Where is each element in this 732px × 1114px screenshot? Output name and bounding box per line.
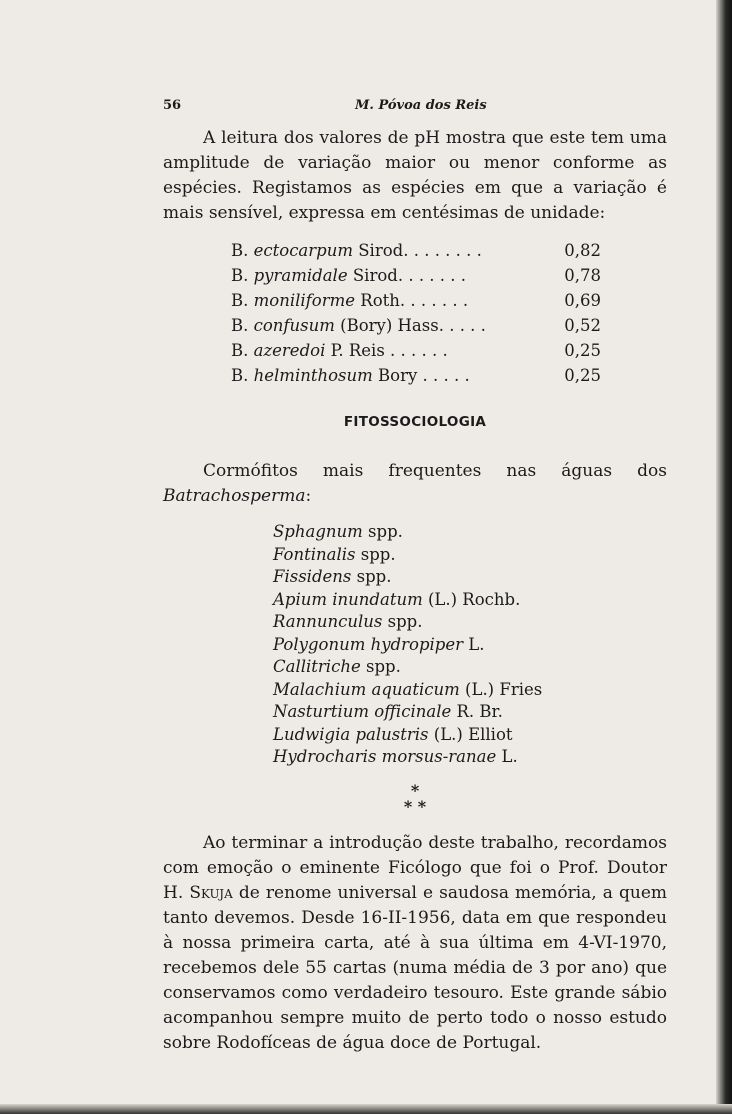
plant-name: Hydrocharis morsus-ranae	[273, 747, 497, 766]
page-edge-shadow	[716, 0, 732, 1114]
plant-item	[273, 699, 667, 722]
plant-item	[273, 744, 667, 767]
species-epithet: pyramidale	[253, 266, 348, 285]
plant-name: Fissidens	[273, 567, 352, 586]
cormofitos-colon: :	[305, 486, 312, 506]
ph-variation-table	[231, 238, 601, 388]
plant-author: spp.	[360, 544, 396, 564]
species-epithet: confusum	[253, 316, 335, 335]
species-value: 0,52	[564, 316, 601, 335]
plant-item	[273, 654, 667, 677]
plant-name: Sphagnum	[273, 522, 363, 541]
plant-name: Polygonum hydropiper	[273, 634, 463, 654]
page-bottom-shadow	[0, 1104, 732, 1114]
species-genus: B.	[231, 366, 249, 385]
page-number: 56	[163, 98, 182, 113]
species-value: 0,82	[564, 241, 601, 260]
plant-item	[273, 632, 667, 655]
plant-author: R. Br.	[456, 702, 503, 721]
species-row	[231, 263, 601, 288]
species-value: 0,69	[564, 291, 601, 310]
species-value: 0,78	[564, 266, 601, 285]
species-genus: B.	[231, 341, 249, 360]
species-author: Sirod.	[352, 266, 404, 285]
plant-name: Fontinalis	[273, 544, 356, 564]
plant-item	[273, 542, 667, 565]
species-genus: B.	[231, 316, 249, 335]
plant-item	[273, 609, 667, 632]
species-epithet: ectocarpum	[253, 241, 353, 260]
plant-author: (L.) Fries	[465, 679, 543, 699]
species-epithet: moniliforme	[253, 291, 356, 310]
asterism	[163, 780, 667, 816]
species-author: Bory	[378, 366, 418, 385]
dot-leader: . . . . . .	[405, 291, 469, 310]
species-name	[231, 313, 541, 338]
species-author: P. Reis	[330, 341, 385, 360]
intro-paragraph	[163, 126, 667, 226]
species-genus: B.	[231, 241, 249, 260]
species-row	[231, 313, 601, 338]
dot-leader: . . . . . . .	[408, 241, 482, 260]
plant-name: Ludwigia palustris	[273, 724, 429, 744]
dot-leader: . . . . . .	[384, 341, 448, 360]
dot-leader: . . . . .	[417, 366, 470, 385]
plant-author: spp.	[368, 522, 403, 541]
running-title: M. Póvoa dos Reis	[355, 98, 487, 113]
species-row	[231, 238, 601, 263]
cormofitos-paragraph	[163, 459, 667, 509]
asterism-bottom: * *	[403, 796, 427, 816]
plant-item	[273, 564, 667, 587]
closing-paragraph	[163, 831, 667, 1056]
asterism-top: *	[410, 780, 420, 800]
species-row	[231, 338, 601, 363]
species-name	[231, 288, 541, 313]
plant-author: spp.	[387, 612, 423, 631]
closing-name: Skuja	[189, 882, 233, 903]
plant-name: Rannunculus	[273, 612, 383, 631]
species-row	[231, 363, 601, 388]
species-author: (Bory) Hass.	[340, 316, 444, 335]
plant-item	[273, 519, 667, 542]
plant-author: (L.) Elliot	[433, 724, 513, 744]
plant-author: spp.	[356, 567, 392, 586]
plant-author: L.	[501, 747, 518, 766]
closing-text	[163, 831, 667, 1056]
species-author: Roth.	[360, 291, 406, 310]
plant-item	[273, 722, 667, 745]
closing-part1: Ao terminar a introdução deste trabalho, recordamos com emoção o eminente Ficólogo que foi o Prof. Doutor H.	[163, 832, 667, 903]
species-row	[231, 288, 601, 313]
plant-name: Callitriche	[273, 657, 361, 676]
species-value: 0,25	[564, 341, 601, 360]
cormofitos-genus: Batrachosperma	[163, 486, 306, 506]
species-name	[231, 263, 541, 288]
species-author: Sirod.	[358, 241, 409, 260]
page-body	[163, 96, 667, 1056]
species-epithet: helminthosum	[253, 366, 373, 385]
dot-leader: . . . . . .	[403, 266, 467, 285]
plant-author: L.	[468, 634, 485, 654]
plant-name: Nasturtium officinale	[273, 702, 452, 721]
species-name	[231, 238, 541, 263]
species-value: 0,25	[564, 366, 601, 385]
plant-item	[273, 587, 667, 610]
plant-name: Apium inundatum	[273, 589, 423, 609]
running-head	[163, 96, 667, 116]
dot-leader: . . . .	[443, 316, 486, 335]
closing-part2: de renome universal e saudosa memória, a quem tanto devemos. Desde 16-II-1956, data em que respondeu à nossa primeira carta, até à sua última em 4-VI-1970, recebemos dele 55 cartas (numa média de 3 por ano) que conservamos como verdadeiro tesouro. Este grande sábio acompanhou sempre muito de perto todo o nosso estudo sobre Rodofíceas de água doce de Portugal.	[163, 882, 668, 1053]
intro-text: A leitura dos valores de pH mostra que este tem uma amplitude de variação maior ou menor conforme as espécies. Registamos as espécies em que a variação é mais sensível, expressa em centésimas de unidade:	[163, 128, 667, 223]
species-genus: B.	[231, 266, 249, 285]
plant-name: Malachium aquaticum	[273, 679, 460, 699]
plant-item	[273, 677, 667, 700]
species-epithet: azeredoi	[253, 341, 326, 360]
cormofitos-lead: Cormófitos mais frequentes nas águas dos	[203, 461, 667, 481]
plant-author: spp.	[365, 657, 401, 676]
plant-author: (L.) Rochb.	[427, 589, 521, 609]
species-name	[231, 338, 541, 363]
species-name	[231, 363, 541, 388]
cormofitos-text	[163, 459, 667, 509]
species-genus: B.	[231, 291, 249, 310]
section-title: FITOSSOCIOLOGIA	[343, 414, 487, 430]
plant-list	[273, 519, 667, 767]
